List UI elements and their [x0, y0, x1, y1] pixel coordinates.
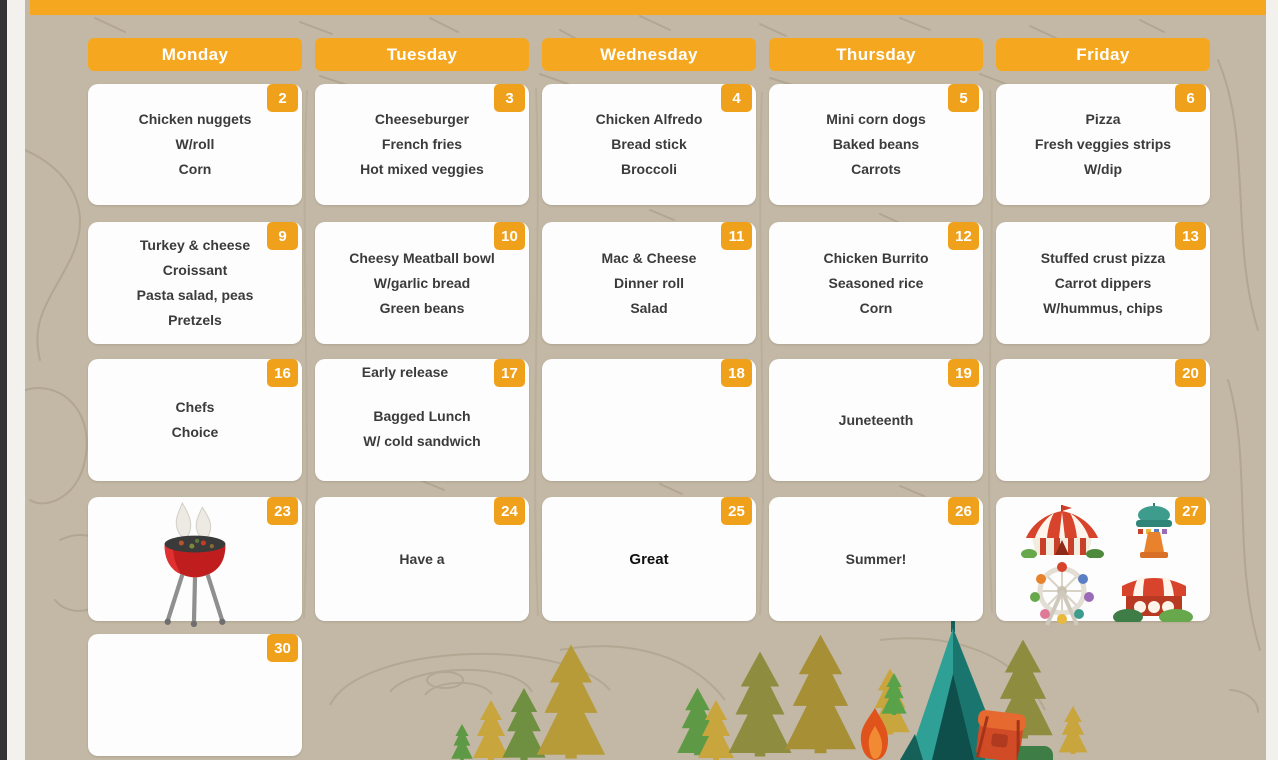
cell-slot-monday [88, 359, 302, 481]
right-edge-light-strip [1266, 0, 1278, 760]
circus-tent-icon [1020, 504, 1104, 558]
day-cell-9 [88, 222, 302, 344]
day-cell-13 [996, 222, 1210, 344]
menu-poster-background [25, 0, 1266, 760]
week-row-5 [88, 634, 1210, 756]
cell-slot-tuesday [315, 359, 529, 481]
menu-line: Bagged Lunch [373, 408, 471, 424]
cell-slot-wednesday [542, 634, 756, 756]
day-cell-3 [315, 84, 529, 205]
cell-slot-thursday [769, 84, 983, 205]
date-badge-18: 18 [721, 359, 752, 387]
menu-line: Pasta salad, peas [136, 287, 254, 303]
menu-line: W/ cold sandwich [363, 433, 481, 449]
menu-line: Turkey & cheese [139, 237, 251, 253]
menu-line: Cheeseburger [374, 111, 470, 127]
left-edge-dark-strip [0, 0, 7, 760]
top-banner-bar [30, 0, 1266, 15]
cell-slot-thursday [769, 634, 983, 756]
cell-slot-friday [996, 222, 1210, 344]
cell-slot-monday [88, 497, 302, 621]
cell-slot-wednesday [542, 222, 756, 344]
left-edge-light-strip [7, 0, 25, 760]
menu-line: Chicken nuggets [138, 111, 252, 127]
day-cell-26 [769, 497, 983, 621]
menu-line: Hot mixed veggies [360, 161, 484, 177]
menu-line: French fries [381, 136, 463, 152]
calendar-weeks [88, 84, 1210, 756]
cell-slot-wednesday [542, 84, 756, 205]
menu-line: Chicken Burrito [823, 249, 929, 266]
date-badge-26: 26 [948, 497, 979, 525]
menu-line: W/garlic bread [373, 274, 471, 291]
cell-slot-friday [996, 359, 1210, 481]
ferris-wheel-icon [1027, 561, 1097, 627]
date-badge-20: 20 [1175, 359, 1206, 387]
day-header-wednesday: Wednesday [542, 38, 756, 71]
menu-line: Choice [171, 424, 219, 440]
date-badge-10: 10 [494, 222, 525, 250]
date-badge-4: 4 [721, 84, 752, 112]
date-badge-5: 5 [948, 84, 979, 112]
menu-line: Corn [178, 161, 212, 177]
cell-slot-tuesday [315, 84, 529, 205]
day-cell-19 [769, 359, 983, 481]
cell-slot-tuesday [315, 222, 529, 344]
day-header-friday: Friday [996, 38, 1210, 71]
day-cell-30 [88, 634, 302, 756]
menu-line: Pretzels [168, 312, 222, 328]
cell-slot-tuesday [315, 634, 529, 756]
day-cell-20 [996, 359, 1210, 481]
date-badge-16: 16 [267, 359, 298, 387]
menu-line: Dinner roll [613, 274, 684, 291]
menu-line: Great [629, 550, 669, 568]
menu-line: Carrots [851, 161, 901, 177]
date-badge-24: 24 [494, 497, 525, 525]
date-badge-6: 6 [1175, 84, 1206, 112]
menu-line: Pizza [1085, 111, 1121, 127]
cell-slot-thursday [769, 359, 983, 481]
day-cell-18 [542, 359, 756, 481]
menu-line: Carrot dippers [1054, 274, 1152, 291]
week-row-4 [88, 497, 1210, 621]
menu-line: Juneteenth [838, 411, 914, 428]
day-cell-12 [769, 222, 983, 344]
cell-slot-wednesday [542, 359, 756, 481]
menu-line: W/hummus, chips [1043, 299, 1163, 316]
menu-line: Green beans [379, 299, 465, 316]
day-cell-5 [769, 84, 983, 205]
lunch-calendar [88, 38, 1210, 756]
menu-line: Bread stick [611, 136, 687, 152]
menu-line: Have a [399, 550, 445, 567]
date-badge-13: 13 [1175, 222, 1206, 250]
menu-line: Cheesy Meatball bowl [349, 249, 495, 266]
cell-slot-monday [88, 222, 302, 344]
cell-slot-thursday [769, 222, 983, 344]
date-badge-17: 17 [494, 359, 525, 387]
menu-line: Chefs [175, 399, 215, 415]
menu-line: W/dip [1083, 161, 1123, 177]
carnival-booth-icon [1112, 566, 1196, 622]
weekday-header-row [88, 38, 1210, 71]
day-cell-2 [88, 84, 302, 205]
day-cell-4 [542, 84, 756, 205]
day-header-monday: Monday [88, 38, 302, 71]
menu-line: Baked beans [832, 136, 920, 152]
date-badge-25: 25 [721, 497, 752, 525]
day-cell-17 [315, 359, 529, 481]
date-badge-19: 19 [948, 359, 979, 387]
day-cell-27 [996, 497, 1210, 621]
menu-line: Mac & Cheese [601, 249, 697, 266]
menu-line: Salad [630, 299, 668, 316]
day-header-tuesday: Tuesday [315, 38, 529, 71]
menu-line: W/roll [175, 136, 215, 152]
cell-slot-thursday [769, 497, 983, 621]
date-badge-23: 23 [267, 497, 298, 525]
date-badge-11: 11 [721, 222, 752, 250]
day-cell-10 [315, 222, 529, 344]
day-cell-25 [542, 497, 756, 621]
menu-line: Summer! [845, 550, 907, 567]
date-badge-9: 9 [267, 222, 298, 250]
cell-slot-friday [996, 634, 1210, 756]
menu-line: Seasoned rice [828, 274, 924, 291]
day-cell-11 [542, 222, 756, 344]
carnival-icons [1016, 502, 1200, 621]
cell-slot-friday [996, 497, 1210, 621]
cell-slot-monday [88, 84, 302, 205]
bbq-grill-icon [147, 501, 243, 627]
menu-line: Croissant [162, 262, 228, 278]
week-row-2 [88, 222, 1210, 344]
day-cell-6 [996, 84, 1210, 205]
menu-line: Fresh veggies strips [1034, 136, 1172, 152]
menu-line: Mini corn dogs [826, 111, 926, 127]
menu-line: Chicken Alfredo [595, 111, 703, 127]
date-badge-12: 12 [948, 222, 979, 250]
cell-slot-monday [88, 634, 302, 756]
menu-line: Broccoli [620, 161, 677, 177]
date-badge-2: 2 [267, 84, 298, 112]
date-badge-3: 3 [494, 84, 525, 112]
cell-slot-wednesday [542, 497, 756, 621]
date-badge-30: 30 [267, 634, 298, 662]
week-row-1 [88, 84, 1210, 205]
cell-slot-tuesday [315, 497, 529, 621]
date-badge-27: 27 [1175, 497, 1206, 525]
cell-slot-friday [996, 84, 1210, 205]
day-cell-16 [88, 359, 302, 481]
day-cell-23 [88, 497, 302, 621]
menu-line: Corn [859, 299, 893, 316]
week-row-3 [88, 359, 1210, 481]
menu-line: Stuffed crust pizza [1040, 249, 1166, 266]
cell-top-note: Early release [361, 364, 449, 380]
day-cell-24 [315, 497, 529, 621]
day-header-thursday: Thursday [769, 38, 983, 71]
